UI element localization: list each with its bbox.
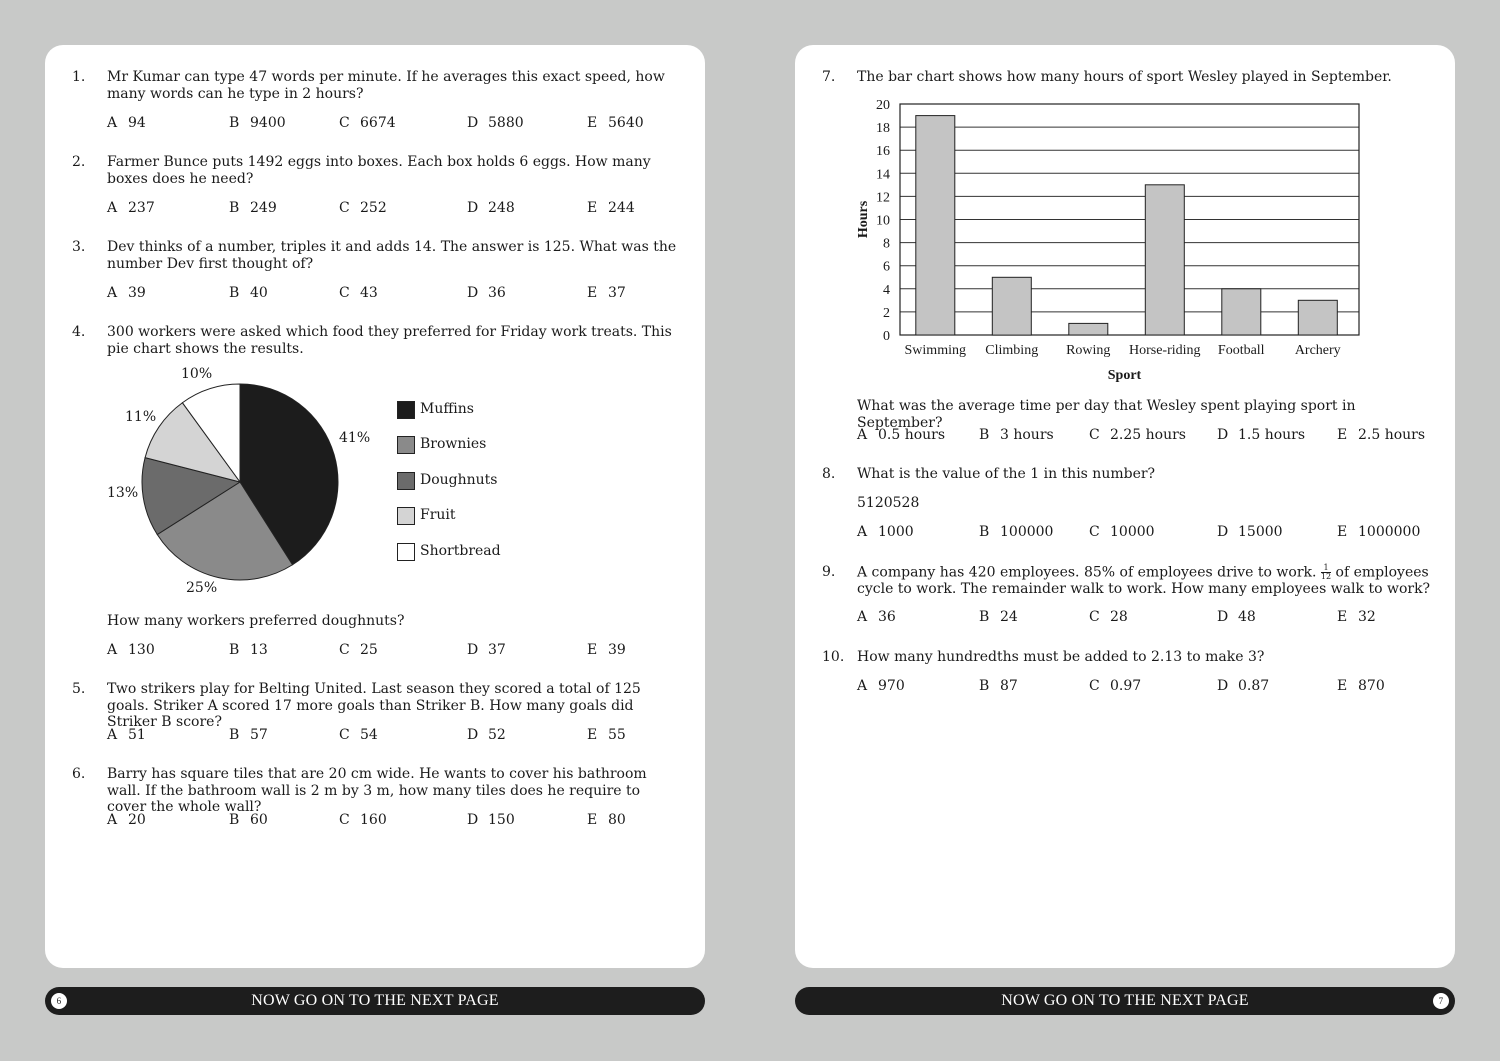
answer-option-e[interactable] xyxy=(587,285,626,301)
bar-football xyxy=(1222,289,1261,335)
answer-option-c[interactable] xyxy=(339,285,378,301)
option-value: 2.5 hours xyxy=(1358,427,1426,443)
y-tick-label: 20 xyxy=(876,98,890,113)
option-letter: D xyxy=(467,200,479,216)
question-number: 6. xyxy=(72,766,86,782)
option-value: 100000 xyxy=(1000,524,1054,540)
option-letter: B xyxy=(229,812,240,828)
option-letter: E xyxy=(1337,524,1348,540)
option-value: 6674 xyxy=(360,115,396,131)
option-letter: B xyxy=(229,200,240,216)
question-text: 300 workers were asked which food they preferred for Friday work treats. This pie chart shows the results. xyxy=(107,324,672,357)
question-text: The bar chart shows how many hours of sport Wesley played in September. xyxy=(857,69,1392,85)
option-letter: E xyxy=(587,642,598,658)
y-tick-label: 14 xyxy=(876,167,890,183)
answer-option-e[interactable] xyxy=(1337,427,1425,443)
options-6 xyxy=(107,812,707,830)
footer-bar-right xyxy=(795,987,1455,1015)
options-2 xyxy=(107,200,707,218)
answer-option-c[interactable] xyxy=(1089,609,1128,625)
option-letter: E xyxy=(587,200,598,216)
x-tick-label: Football xyxy=(1217,343,1265,358)
y-tick-label: 2 xyxy=(883,305,890,321)
option-letter: C xyxy=(339,285,350,301)
answer-option-e[interactable] xyxy=(587,727,626,743)
option-value: 237 xyxy=(128,200,155,216)
right-page xyxy=(795,45,1455,968)
answer-option-b[interactable] xyxy=(979,678,1018,694)
option-letter: A xyxy=(107,727,118,743)
option-letter: C xyxy=(339,642,350,658)
answer-option-e[interactable] xyxy=(1337,609,1376,625)
option-letter: A xyxy=(857,678,868,694)
options-10 xyxy=(857,678,1457,696)
option-value: 13 xyxy=(250,642,268,658)
option-letter: A xyxy=(857,427,868,443)
answer-option-a[interactable] xyxy=(107,812,146,828)
option-value: 248 xyxy=(488,200,515,216)
y-tick-label: 18 xyxy=(876,121,890,137)
answer-option-d[interactable] xyxy=(467,115,524,131)
answer-option-d[interactable] xyxy=(467,285,506,301)
answer-option-b[interactable] xyxy=(229,642,268,658)
option-letter: D xyxy=(467,727,479,743)
x-tick-label: Archery xyxy=(1294,343,1341,358)
options-4 xyxy=(107,642,707,660)
option-letter: C xyxy=(1089,427,1100,443)
question-number: 8. xyxy=(822,466,836,482)
option-letter: E xyxy=(587,115,598,131)
footer-bar-left xyxy=(45,987,705,1015)
option-value: 37 xyxy=(488,642,506,658)
answer-option-e[interactable] xyxy=(1337,524,1420,540)
option-letter: E xyxy=(587,727,598,743)
option-letter: C xyxy=(339,115,350,131)
option-letter: B xyxy=(229,285,240,301)
pie-label-brownies: 25% xyxy=(186,580,218,596)
answer-option-d[interactable] xyxy=(467,642,506,658)
fraction-numerator: 1 xyxy=(1321,564,1331,573)
option-letter: E xyxy=(1337,427,1348,443)
option-value: 57 xyxy=(250,727,268,743)
x-tick-label: Rowing xyxy=(1066,343,1111,358)
legend-swatch xyxy=(397,401,415,419)
option-letter: D xyxy=(1217,609,1229,625)
x-tick-label: Swimming xyxy=(904,343,966,358)
legend-label: Shortbread xyxy=(420,543,501,559)
answer-option-b[interactable] xyxy=(979,524,1053,540)
option-value: 36 xyxy=(488,285,506,301)
option-letter: C xyxy=(1089,524,1100,540)
answer-option-d[interactable] xyxy=(1217,427,1305,443)
option-letter: B xyxy=(979,609,990,625)
question-number: 1. xyxy=(72,69,86,85)
option-value: 39 xyxy=(608,642,626,658)
option-letter: A xyxy=(107,812,118,828)
answer-option-e[interactable] xyxy=(587,812,626,828)
option-letter: A xyxy=(107,642,118,658)
option-letter: E xyxy=(1337,678,1348,694)
option-letter: C xyxy=(1089,609,1100,625)
option-letter: C xyxy=(339,727,350,743)
question-text: Two strikers play for Belting United. Last season they scored a total of 125 goals. Striker A scored 17 more goals than Striker B. How many goals did Striker B score? xyxy=(107,681,641,730)
legend-label: Brownies xyxy=(420,436,487,452)
answer-option-a[interactable] xyxy=(857,609,896,625)
answer-option-a[interactable] xyxy=(857,678,905,694)
pie-label-doughnuts: 13% xyxy=(107,485,139,501)
options-5 xyxy=(107,727,707,745)
answer-option-b[interactable] xyxy=(979,427,1054,443)
option-value: 55 xyxy=(608,727,626,743)
legend-swatch xyxy=(397,543,415,561)
legend-swatch xyxy=(397,507,415,525)
number-display: 5120528 xyxy=(857,495,920,511)
pie-label-fruit: 11% xyxy=(125,409,157,425)
option-value: 80 xyxy=(608,812,626,828)
option-value: 150 xyxy=(488,812,515,828)
answer-option-e[interactable] xyxy=(587,200,635,216)
pie-label-shortbread: 10% xyxy=(181,366,213,382)
x-axis-label: Sport xyxy=(1107,368,1142,383)
option-value: 25 xyxy=(360,642,378,658)
bar-climbing xyxy=(992,277,1031,335)
option-letter: B xyxy=(229,115,240,131)
option-value: 1000 xyxy=(878,524,914,540)
question-number: 4. xyxy=(72,324,86,340)
option-value: 60 xyxy=(250,812,268,828)
option-value: 0.87 xyxy=(1238,678,1270,694)
answer-option-e[interactable] xyxy=(1337,678,1385,694)
left-page xyxy=(45,45,705,968)
question-text-part: of employees cycle to work. The remainder walk to work. How many employees walk to work? xyxy=(857,564,1431,597)
answer-option-c[interactable] xyxy=(1089,678,1141,694)
option-letter: A xyxy=(857,609,868,625)
legend-label: Muffins xyxy=(420,401,474,417)
y-tick-label: 6 xyxy=(883,259,890,275)
answer-option-c[interactable] xyxy=(1089,427,1186,443)
answer-option-d[interactable] xyxy=(467,200,515,216)
page-number: 7 xyxy=(1433,993,1449,1009)
option-value: 870 xyxy=(1358,678,1385,694)
question-text: Barry has square tiles that are 20 cm wide. He wants to cover his bathroom wall. If the bathroom wall is 2 m by 3 m, how many tiles does he require to cover the whole wall? xyxy=(107,766,647,815)
option-letter: D xyxy=(1217,524,1229,540)
option-value: 54 xyxy=(360,727,378,743)
options-3 xyxy=(107,285,707,303)
option-letter: B xyxy=(979,524,990,540)
y-tick-label: 4 xyxy=(883,282,890,298)
answer-option-a[interactable] xyxy=(107,642,155,658)
option-value: 5880 xyxy=(488,115,524,131)
answer-option-d[interactable] xyxy=(467,812,515,828)
option-letter: D xyxy=(1217,427,1229,443)
question-text: Farmer Bunce puts 1492 eggs into boxes. Each box holds 6 eggs. How many boxes does he need? xyxy=(107,154,651,187)
options-9 xyxy=(857,609,1457,627)
options-8 xyxy=(857,524,1457,542)
option-value: 39 xyxy=(128,285,146,301)
answer-option-b[interactable] xyxy=(229,812,268,828)
option-value: 3 hours xyxy=(1000,427,1054,443)
option-letter: D xyxy=(467,642,479,658)
legend-label: Doughnuts xyxy=(420,472,498,488)
option-letter: B xyxy=(229,727,240,743)
legend-swatch xyxy=(397,472,415,490)
option-letter: B xyxy=(979,678,990,694)
option-letter: D xyxy=(467,812,479,828)
question-number: 3. xyxy=(72,239,86,255)
option-letter: A xyxy=(107,285,118,301)
question-text: What is the value of the 1 in this number? xyxy=(857,466,1156,482)
option-value: 9400 xyxy=(250,115,286,131)
options-1 xyxy=(107,115,707,133)
answer-option-c[interactable] xyxy=(339,727,378,743)
option-value: 249 xyxy=(250,200,277,216)
answer-option-a[interactable] xyxy=(107,200,155,216)
option-value: 130 xyxy=(128,642,155,658)
y-tick-label: 10 xyxy=(876,213,890,229)
answer-option-e[interactable] xyxy=(587,642,626,658)
y-tick-label: 0 xyxy=(883,329,890,344)
question-text xyxy=(857,564,1432,598)
answer-option-a[interactable] xyxy=(857,524,914,540)
option-letter: D xyxy=(467,115,479,131)
option-value: 87 xyxy=(1000,678,1018,694)
question-text-part: A company has 420 employees. 85% of employees drive to work. xyxy=(857,564,1317,581)
answer-option-d[interactable] xyxy=(1217,609,1256,625)
bar-archery xyxy=(1298,300,1337,335)
answer-option-c[interactable] xyxy=(339,115,396,131)
option-value: 32 xyxy=(1358,609,1376,625)
option-letter: D xyxy=(1217,678,1229,694)
option-letter: B xyxy=(229,642,240,658)
answer-option-a[interactable] xyxy=(107,115,146,131)
option-letter: A xyxy=(107,115,118,131)
bar-horse-riding xyxy=(1145,185,1184,335)
option-value: 1000000 xyxy=(1358,524,1421,540)
option-value: 40 xyxy=(250,285,268,301)
option-letter: E xyxy=(1337,609,1348,625)
pie-chart xyxy=(135,377,345,587)
answer-option-c[interactable] xyxy=(1089,524,1155,540)
option-value: 1.5 hours xyxy=(1238,427,1306,443)
option-value: 15000 xyxy=(1238,524,1283,540)
footer-text: NOW GO ON TO THE NEXT PAGE xyxy=(251,992,499,1009)
question-number: 10. xyxy=(822,649,845,665)
option-value: 244 xyxy=(608,200,635,216)
option-value: 51 xyxy=(128,727,146,743)
answer-option-c[interactable] xyxy=(339,200,387,216)
legend-swatch xyxy=(397,436,415,454)
answer-option-a[interactable] xyxy=(107,285,146,301)
option-letter: B xyxy=(979,427,990,443)
option-value: 5640 xyxy=(608,115,644,131)
option-value: 43 xyxy=(360,285,378,301)
answer-option-a[interactable] xyxy=(857,427,945,443)
answer-option-c[interactable] xyxy=(339,642,378,658)
answer-option-d[interactable] xyxy=(1217,524,1283,540)
option-value: 20 xyxy=(128,812,146,828)
option-value: 48 xyxy=(1238,609,1256,625)
bar-chart xyxy=(850,95,1370,385)
answer-option-a[interactable] xyxy=(107,727,146,743)
option-value: 970 xyxy=(878,678,905,694)
x-tick-label: Horse-riding xyxy=(1128,343,1201,358)
options-7 xyxy=(857,427,1457,445)
option-value: 37 xyxy=(608,285,626,301)
option-letter: E xyxy=(587,285,598,301)
answer-option-b[interactable] xyxy=(229,727,268,743)
y-tick-label: 8 xyxy=(883,236,890,252)
question-text: How many hundredths must be added to 2.13 to make 3? xyxy=(857,649,1265,665)
option-letter: C xyxy=(1089,678,1100,694)
option-value: 2.25 hours xyxy=(1110,427,1186,443)
footer-text: NOW GO ON TO THE NEXT PAGE xyxy=(1001,992,1249,1009)
answer-option-c[interactable] xyxy=(339,812,387,828)
y-tick-label: 16 xyxy=(876,144,890,160)
question-number: 9. xyxy=(822,564,836,580)
answer-option-d[interactable] xyxy=(467,727,506,743)
question-number: 7. xyxy=(822,69,836,85)
answer-option-b[interactable] xyxy=(229,115,286,131)
bar-rowing xyxy=(1069,323,1108,335)
option-letter: A xyxy=(857,524,868,540)
fraction xyxy=(1321,564,1331,581)
answer-option-b[interactable] xyxy=(229,285,268,301)
fraction-denominator: 12 xyxy=(1320,572,1332,581)
answer-option-b[interactable] xyxy=(229,200,277,216)
option-value: 10000 xyxy=(1110,524,1155,540)
legend-label: Fruit xyxy=(420,507,456,523)
option-value: 0.5 hours xyxy=(878,427,946,443)
option-letter: C xyxy=(339,200,350,216)
answer-option-d[interactable] xyxy=(1217,678,1269,694)
answer-option-b[interactable] xyxy=(979,609,1018,625)
option-value: 52 xyxy=(488,727,506,743)
question-text: Mr Kumar can type 47 words per minute. If he averages this exact speed, how many words can he type in 2 hours? xyxy=(107,69,665,102)
question-text: Dev thinks of a number, triples it and adds 14. The answer is 125. What was the number Dev first thought of? xyxy=(107,239,677,272)
option-value: 252 xyxy=(360,200,387,216)
answer-option-e[interactable] xyxy=(587,115,644,131)
option-value: 160 xyxy=(360,812,387,828)
bar-swimming xyxy=(916,116,955,335)
option-value: 94 xyxy=(128,115,146,131)
y-tick-label: 12 xyxy=(876,190,890,206)
question-number: 2. xyxy=(72,154,86,170)
question-text: What was the average time per day that Wesley spent playing sport in September? xyxy=(857,398,1356,431)
option-letter: C xyxy=(339,812,350,828)
option-value: 36 xyxy=(878,609,896,625)
option-letter: E xyxy=(587,812,598,828)
option-value: 24 xyxy=(1000,609,1018,625)
y-axis-label: Hours xyxy=(856,200,871,239)
option-value: 28 xyxy=(1110,609,1128,625)
page-number: 6 xyxy=(51,993,67,1009)
pie-label-muffins: 41% xyxy=(339,430,371,446)
option-letter: D xyxy=(467,285,479,301)
question-text: How many workers preferred doughnuts? xyxy=(107,613,405,629)
x-tick-label: Climbing xyxy=(985,343,1039,358)
question-number: 5. xyxy=(72,681,86,697)
option-letter: A xyxy=(107,200,118,216)
option-value: 0.97 xyxy=(1110,678,1142,694)
